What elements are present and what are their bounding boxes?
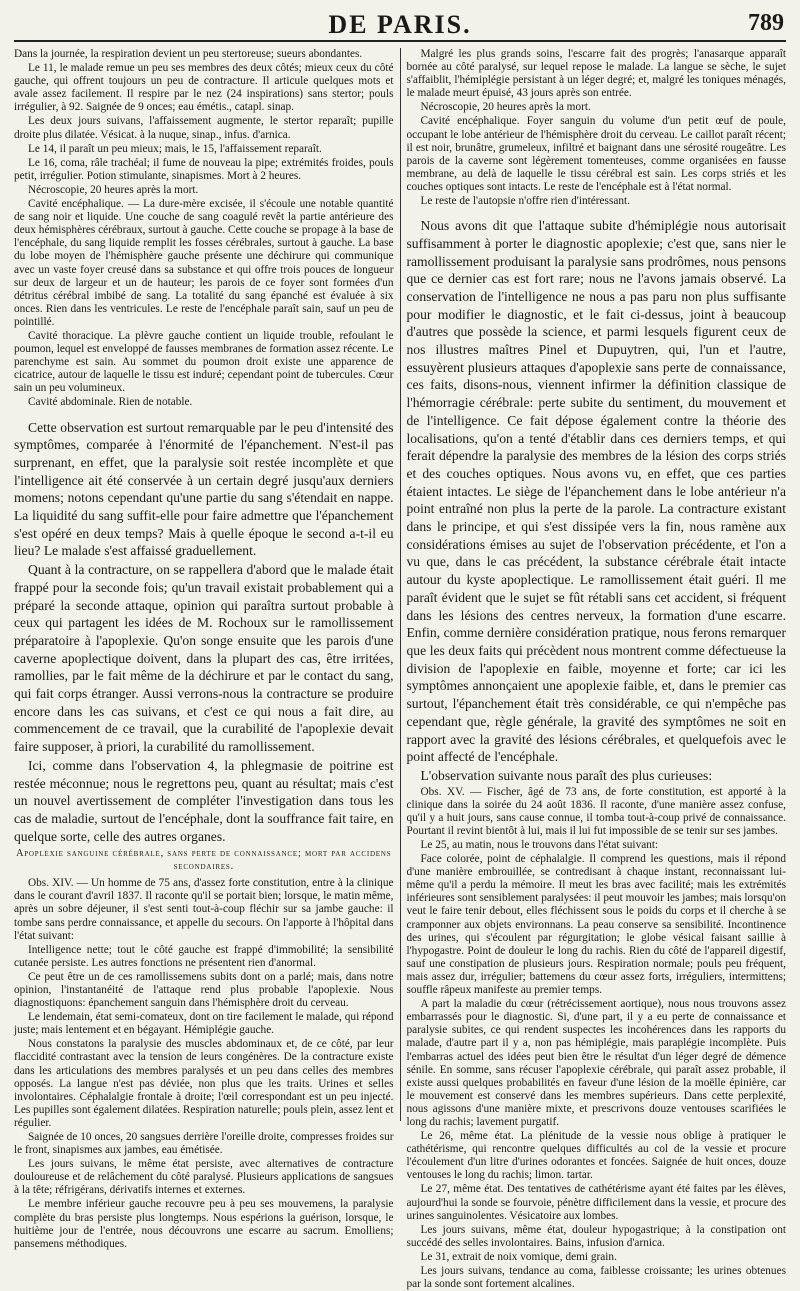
paragraph: Le 14, il paraît un peu mieux; mais, le 15, l'affaissement reparaît. — [28, 142, 322, 155]
paragraph: Cavité encéphalique. — La dure-mère excisée, il s'écoule une notable quantité de sang noir et liquide. Une couche de sang coagulé revêt la partie antérieure des deux hémisphères cérébraux, surtout à gauche. Cette couche se propage à la base de l'encéphale, du sang liquide remplit les fosses cérébrales, surtout à gauche. La base du lobe moyen de l'hémisphère gauche présente une déchirure qui communique avec un vaste foyer creusé dans sa substance et qui offre trois pouces de longueur sur deux de largeur et un de hauteur; les parois de ce foyer sont formées d'un détritus cérébral imbibé de sang. La totalité du sang épanché est évaluée à six onces. Rien dans les ventricules. Le reste de l'encéphale paraît sain, sauf un peu de pointillé. — [14, 198, 394, 328]
paragraph: Nécroscopie, 20 heures après la mort. — [420, 101, 591, 114]
page-header — [14, 8, 786, 42]
reflections-right — [407, 217, 787, 785]
paragraph: Cavité abdominale. Rien de notable. — [28, 396, 193, 409]
paragraph: Dans la journée, la respiration devient un peu stertoreuse; sueurs abondantes. — [14, 48, 363, 60]
paragraph: Face colorée, point de céphalalgie. Il comprend les questions, mais il répond d'une manière embrouillée, se contredisant à chaque instant, reconnaissant lui-même qu'il a perdu la mémoire. Il meut les bras avec facilité; mais les extrémités inférieures sont sensiblement paralysées: il peut mouvoir les jambes; mais lorsqu'on veut le faire tenir debout, elles fléchissent sous le poids du corps et il cherche à se cramponner aux objets environnans. La peau conserve sa sensibilité. Incontinence des urines, qui s'écoulent par régurgitation; le globe vésical faisant saillie à l'hypogastre. Point de douleur le long du rachis. Rien du côté de l'appareil digestif, sauf une constipation de plusieurs jours. Respiration normale; pouls peu fréquent, mais assez dur, irrégulier; battemens du cœur assez forts, irréguliers, intermittens; souffle râpeux manifeste au premier temps. — [406, 853, 786, 997]
paragraph: Obs. XV. — Fischer, âgé de 73 ans, de forte constitution, est apporté à la clinique dans la soirée du 24 août 1836. Il raconte, d'une manière assez confuse, qu'il y a huit jours, sans cause connue, il tomba tout-à-coup privé de connaissance. Pourtant il revint bientôt à lui, mais il lui fut impossible de se tenir sur ses jambes. — [406, 785, 786, 837]
page-title: DE PARIS. — [328, 10, 472, 39]
paragraph: Malgré les plus grands soins, l'escarre fait des progrès; l'anasarque apparaît bornée au côté paralysé, sur lequel repose le malade. La langue se sèche, le sujet s'affaiblit, l'hémiplégie persistant à un léger degré; et, malgré les toniques ménagés, le malade meurt épuisé, 43 jours après son entrée. — [406, 48, 786, 100]
reflections-left — [14, 419, 394, 846]
paragraph: Le 26, même état. La plénitude de la vessie nous oblige à pratiquer le cathétérisme, qui rencontre quelques difficultés au col de la vessie et procure l'écoulement d'un litre d'urines odorantes et foncées. Saignée de huit onces, douze ventouses le long du rachis; limon. tartar. — [406, 1130, 786, 1182]
paragraph: Nécroscopie, 20 heures après la mort. — [28, 183, 199, 196]
paragraph: Ici, comme dans l'observation 4, la phlegmasie de poitrine est restée méconnue; nous le regrettons peu, quant au résultat; mais c'est un nouvel avertissement de compléter l'investigation dans tous les cas de maladie, surtout de l'encéphale, dont la souffrance fait taire, en quelque sorte, celle des autres organes. — [14, 757, 394, 844]
paragraph: A part la maladie du cœur (rétrécissement aortique), nous nous trouvons assez embarrassés pour le diagnostic. Si, d'une part, il y a eu perte de connaissance et paralysie subites, ce qui rendent suspectes les incohérences dans les rapports du malade, d'autre part il y a, non pas hémiplégie, mais paraplégie incomplète. Puis l'embarras actuel des idées peut bien être le résultat d'un léger degré de démence sénile. En somme, sans récuser l'apoplexie cérébrale, qui paraît assez probable, il existe aussi quelques probabilités en faveur d'une lésion de la moëlle épinière, car le mouvement est conservé dans les membres supérieurs. Dans cette perplexité, nous agissons d'une manière mixte, et prescrivons douze ventouses scarifiées le long du rachis; lavement purgatif. — [406, 998, 786, 1128]
text-columns — [14, 48, 786, 1291]
paragraph: Le lendemain, état semi-comateux, dont on tire facilement le malade, qui répond juste; mais lentement et en bégayant. Hémiplégie gauche. — [14, 1011, 394, 1037]
paragraph: Quant à la contracture, on se rappellera d'abord que le malade était frappé pour la seconde fois; qu'un travail existait probablement qui a préparé la seconde attaque, opinion qui paraîtra surtout probable à ceux qui partagent les idées de M. Rochoux sur le ramollissement préparatoire à l'apoplexie. Qu'on songe ensuite que les parois d'une caverne apoplectique doivent, dans la plupart des cas, être irritées, ramollies, par le fait même de la déchirure et par le contact du sang, qui fait corps étranger. Aussi verrons-nous la contracture se produire encore dans les cas suivans, et c'est ce qui nous a fait dire, au commencement de ce travail, que la curabilité de l'apoplexie devait faire supposer, à priori, la curabilité du ramollissement. — [14, 562, 394, 755]
paragraph: L'observation suivante nous paraît des plus curieuses: — [420, 767, 713, 783]
paragraph: Le 16, coma, râle trachéal; il fume de nouveau la pipe; extrémités froides, pouls petit, irrégulier. Potion stimulante, sinapismes. Mort à 2 heures. — [14, 156, 394, 182]
page-number: 789 — [748, 10, 784, 36]
paragraph: Ce peut être un de ces ramollissemens subits dont on a parlé; mais, dans notre opinion, l'instantanéité de l'attaque rend plus probable l'apoplexie. Nous diagnostiquons: épanchement sanguin dans l'hémisphère droit du cerveau. — [14, 970, 394, 1010]
left-column — [14, 48, 400, 1250]
paragraph: Nous constatons la paralysie des muscles abdominaux et, de ce côté, par leur flaccidité contrastant avec la tension de leurs congénères. De la contracture existe dans les articulations des membres paralysés et un peu dans celles des membres opposés. La langue n'est pas déviée, non plus que les traits. Urines et selles involontaires. Céphalalgie frontale à droite; l'œil correspondant est un peu injecté. Les pupilles sont également dilatées. Respiration naturelle; pouls plein, assez lent et régulier. — [14, 1038, 394, 1129]
paragraph: Le 31, extrait de noix vomique, demi grain. — [420, 1250, 617, 1263]
paragraph: Les jours suivans, tendance au coma, faiblesse croissante; les urines obtenues par la sonde sont fortement alcalines. — [406, 1265, 786, 1291]
paragraph: Nous avons dit que l'attaque subite d'hémiplégie nous autorisait suffisamment à porter le diagnostic apoplexie; c'est que, sans nier le ramollissement produisant la paralysie sans prodrômes, nous pensons que ce dernier cas est fort rare; nous ne l'avons jamais observé. La conservation de l'intelligence ne nous a pas paru non plus suffisante pour modifier le diagnostic, et le fait ci-dessus, joint à beaucoup d'autres que possède la science, et parmi lesquels figurent ceux de nos illustres maîtres Pinel et Dupuytren, qui, l'un et l'autre, essuyèrent plusieurs attaques d'apoplexie sans perte de connaissance, ces faits, disons-nous, viennent infirmer la définition classique de l'hémorragie cérébrale: perte subite du sentiment, du mouvement et de l'intelligence. Ce fait dépose également contre la théorie des localisations, qu'on a tenté d'établir dans ces derniers temps, et qui ferait dépendre la paralysie des membres de la lésion des corps striés et des couches optiques. Nous avons vu, en effet, que ces parties étaient intactes. Le siège de l'épanchement dans le lobe antérieur n'a point entraîné non plus la perte de la parole. La contracture existant dans le principe, et qui s'est dissipée vers la fin, nous ramène aux considérations émises au sujet de l'observation précédente, et l'on a vu que, dans le cas précédent, la substance cérébrale était intacte autour du kyste apoplectique. Le ramollissement était guéri. Il me paraît évident que le sujet se fût rétabli sans cet accident, si fréquent dans les lésions des centres nerveux, la formation d'une escarre. Enfin, comme dernière considération pratique, nous ferons remarquer que les deux faits qui précèdent nous montrent comme défectueuse la division de l'apoplexie en faible, moyenne et forte; car ici les symptômes annonçaient une apoplexie faible, et, dans le premier cas surtout, l'épanchement était très considérable, ce qui n'empêche pas cependant que, règle générale, la gravité des symptômes ne soit en rapport avec la gravité des lésions cérébrales, et quelquefois avec le point affecté de l'encéphale. — [406, 218, 786, 765]
paragraph: Le reste de l'autopsie n'offre rien d'intéressant. — [420, 195, 630, 208]
paragraph: Obs. XIV. — Un homme de 75 ans, d'assez forte constitution, entre à la clinique dans le courant d'avril 1837. Il raconte qu'il se portait bien; lorsque, le matin même, après un sobre déjeuner, il s'est senti tout-à-coup fléchir sur sa jambe gauche: il tombe sans perdre connaissance, et appelle du secours. On l'apporte à l'hôpital dans l'état suivant: — [14, 877, 394, 942]
paragraph: Les deux jours suivans, l'affaissement augmente, le stertor reparaît; pupille droite plus dilatée. Vésicat. à la nuque, sinap., infus. d'arnica. — [14, 115, 394, 141]
paragraph: Intelligence nette; tout le côté gauche est frappé d'immobilité; la sensibilité cutanée persiste. Les autres fonctions ne présentent rien d'anormal. — [14, 943, 394, 969]
obs15 — [407, 786, 787, 1291]
obs14-continuation — [407, 48, 787, 208]
section-heading: Apoplexie sanguine cérébrale, sans perte de connaissance; mort par accidens secondaires. — [16, 848, 392, 872]
paragraph: Les jours suivans, le même état persiste, avec alternatives de contracture douloureuse et de relâchement du côté paralysé. Plusieurs applications de sangsues à la tête; réfrigérans, dérivatifs internes et externes. — [14, 1158, 394, 1197]
paragraph: Cette observation est surtout remarquable par le peu d'intensité des symptômes, comparée à l'énormité de l'épanchement. N'est-il pas surprenant, en effet, que la paralysie soit restée incomplète et que l'intelligence ait été conservée à un certain degré jusqu'aux derniers momens; notons cependant qu'une partie du sang s'étendait en nappe. La liquidité du sang suffit-elle pour faire admettre que l'épanchement s'est opéré en deux temps? Mais à quelle époque le second a-t-il eu lieu? Le malade s'est affaissé graduellement. — [14, 419, 394, 559]
paragraph: Cavité thoracique. La plèvre gauche contient un liquide trouble, refoulant le poumon, lequel est enveloppé de fausses membranes de formation assez récente. Le parenchyme est sain. Au sommet du poumon droit existe une apparence de cicatrice, autour de laquelle le tissu est induré; cependant point de tubercules. Cœur sain un peu volumineux. — [14, 329, 394, 395]
paragraph: Saignée de 10 onces, 20 sangsues derrière l'oreille droite, compresses froides sur le front, sinapismes aux jambes, eau émétisée. — [14, 1131, 394, 1157]
right-column — [400, 48, 787, 1291]
paragraph: Le 11, le malade remue un peu ses membres des deux côtés; mieux ceux du côté gauche, qui offrent toujours un peu de contracture. Il articule quelques mots et avale assez facilement. Il respire par le nez (24 inspirations) sans stertor; pouls irrégulier, à 92. Saignée de 9 onces; eau émétis., catapl. sinap. — [14, 62, 394, 114]
obs13-continuation — [14, 48, 394, 410]
paragraph: Cavité encéphalique. Foyer sanguin du volume d'un petit œuf de poule, occupant le lobe antérieur de l'hémisphère droit du cerveau. Le caillot paraît récent; il est noir, brunâtre, grumeleux, infiltré et baignant dans une sérosité rougeâtre. Les parois de la caverne sont légèrement tomenteuses, comme organisées en fausse membrane, au delà de laquelle le tissu cérébral est sain. Les corps striés et les couches optiques sont intacts. Le reste de l'encéphale est à l'état normal. — [406, 115, 786, 193]
paragraph: Le 27, même état. Des tentatives de cathétérisme ayant été faites par les élèves, aujourd'hui la sonde se fourvoie, pénètre difficilement dans la vessie, et procure des urines sanguinolentes. Vésicatoire aux lombes. — [406, 1183, 786, 1222]
paragraph: Le 25, au matin, nous le trouvons dans l'état suivant: — [420, 839, 659, 851]
obs14 — [14, 877, 394, 1251]
paragraph: Les jours suivans, même état, douleur hypogastrique; à la constipation ont succédé des selles involontaires. Bains, infusion d'arnica. — [406, 1223, 786, 1249]
newspaper-page — [14, 8, 786, 1291]
paragraph: Le membre inférieur gauche recouvre peu à peu ses mouvemens, la paralysie complète du bras persiste plus longtemps. Nous espérions la guérison, lorsque, le huitième jour de l'entrée, nous découvrons une escarre au sacrum. Emolliens; pansemens méthodiques. — [14, 1198, 394, 1250]
